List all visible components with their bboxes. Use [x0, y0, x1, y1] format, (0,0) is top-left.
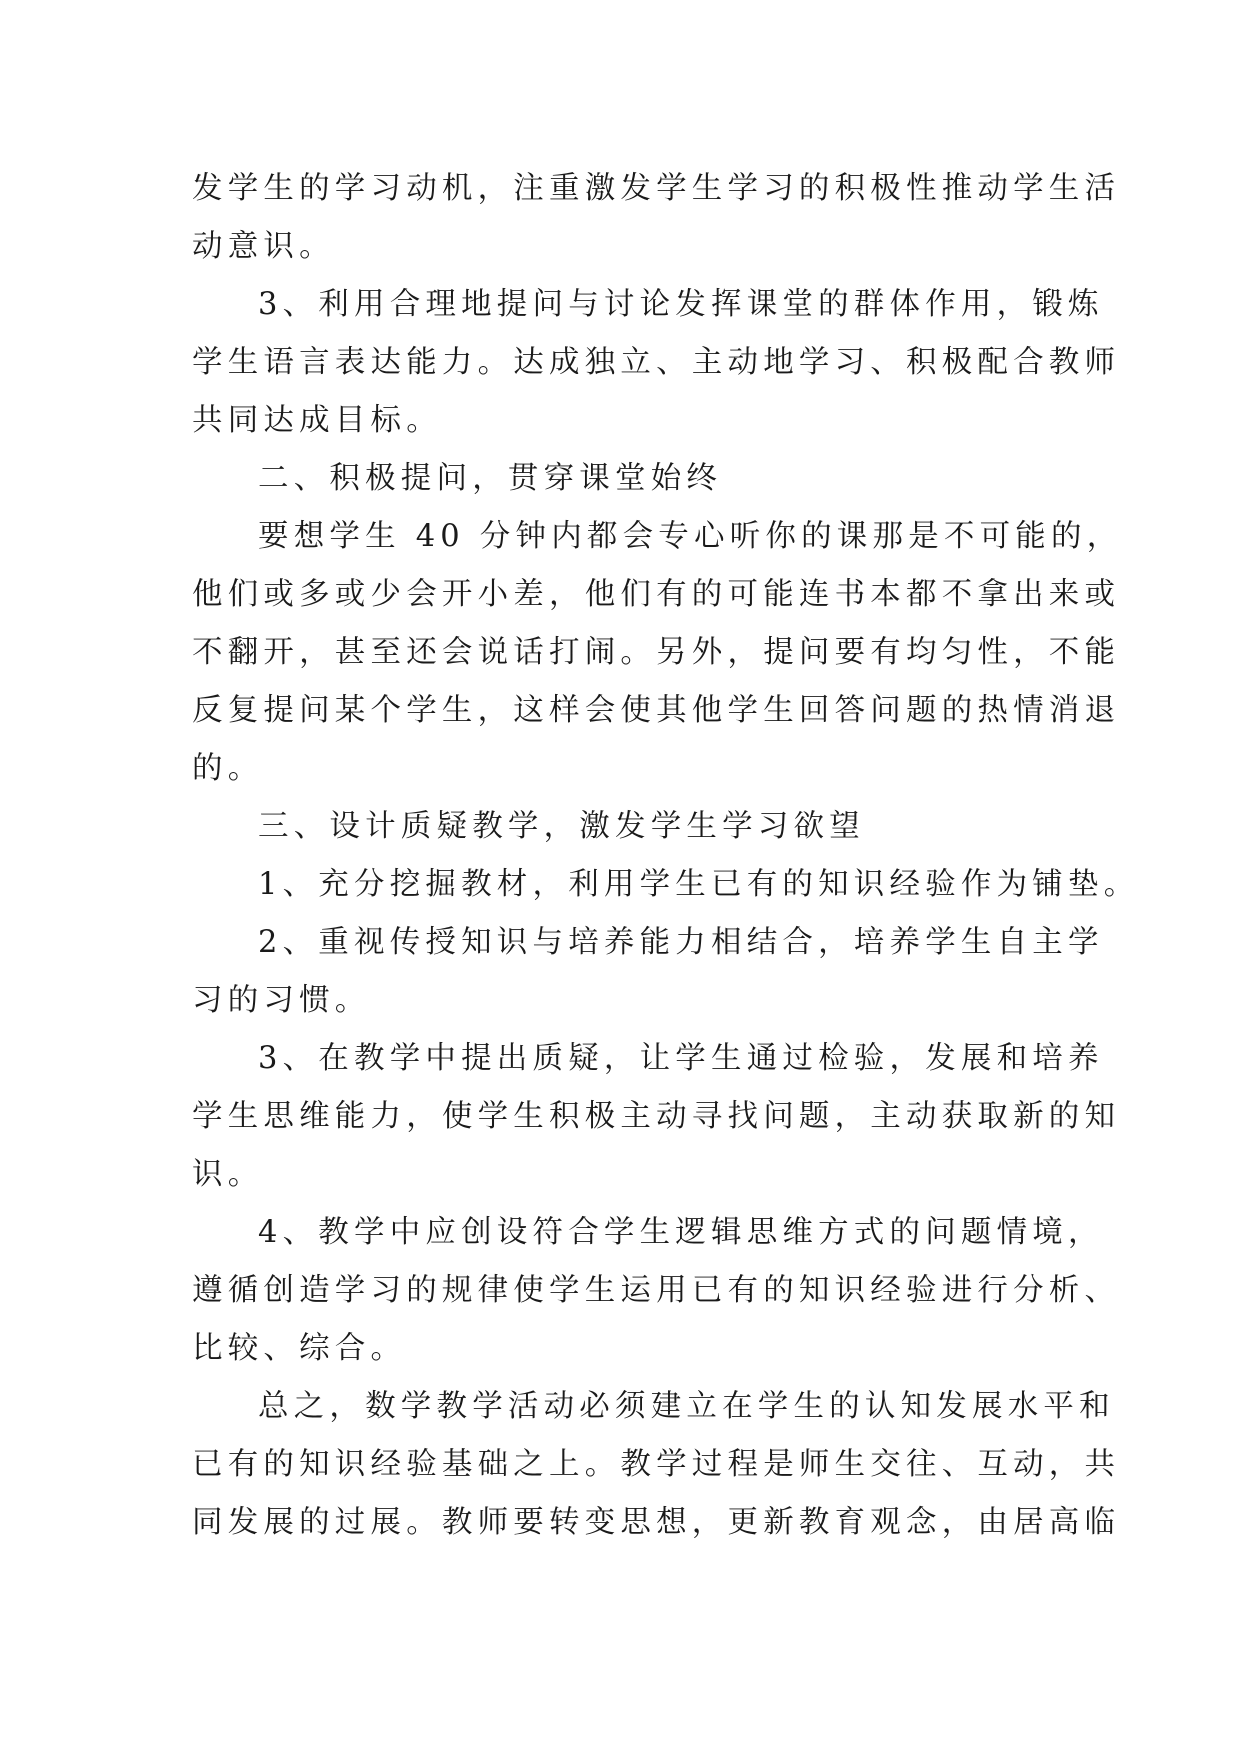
text-line: 学生语言表达能力。达成独立、主动地学习、积极配合教师 — [192, 345, 1121, 380]
text-line: 要想学生 40 分钟内都会专心听你的课那是不可能的， — [258, 519, 1123, 554]
text-line: 他们或多或少会开小差，他们有的可能连书本都不拿出来或 — [192, 577, 1121, 612]
text-line: 识。 — [192, 1157, 264, 1192]
text-line: 共同达成目标。 — [192, 403, 442, 438]
section-heading: 三、设计质疑教学，激发学生学习欲望 — [258, 809, 865, 844]
text-line: 动意识。 — [192, 229, 335, 264]
text-line: 比较、综合。 — [192, 1331, 407, 1366]
text-line: 总之，数学教学活动必须建立在学生的认知发展水平和 — [258, 1389, 1115, 1424]
text-line: 遵循创造学习的规律使学生运用已有的知识经验进行分析、 — [192, 1273, 1121, 1308]
text-line: 不翻开，甚至还会说话打闹。另外，提问要有均匀性，不能 — [192, 635, 1121, 670]
text-line: 1、充分挖掘教材，利用学生已有的知识经验作为铺垫。 — [258, 867, 1140, 902]
text-line: 2、重视传授知识与培养能力相结合，培养学生自主学 — [258, 925, 1104, 960]
document-body — [192, 160, 1140, 1552]
text-line: 3、利用合理地提问与讨论发挥课堂的群体作用，锻炼 — [258, 287, 1104, 322]
text-line: 发学生的学习动机，注重激发学生学习的积极性推动学生活 — [192, 171, 1121, 206]
text-line: 3、在教学中提出质疑，让学生通过检验，发展和培养 — [258, 1041, 1104, 1076]
text-line: 4、教学中应创设符合学生逻辑思维方式的问题情境， — [258, 1215, 1104, 1250]
text-line: 学生思维能力，使学生积极主动寻找问题，主动获取新的知 — [192, 1099, 1121, 1134]
text-line: 的。 — [192, 751, 264, 786]
text-line: 反复提问某个学生，这样会使其他学生回答问题的热情消退 — [192, 693, 1121, 728]
text-line: 已有的知识经验基础之上。教学过程是师生交往、互动，共 — [192, 1447, 1121, 1482]
text-line: 同发展的过展。教师要转变思想，更新教育观念，由居高临 — [192, 1505, 1121, 1540]
text-line: 习的习惯。 — [192, 983, 371, 1018]
section-heading: 二、积极提问，贯穿课堂始终 — [258, 461, 723, 496]
